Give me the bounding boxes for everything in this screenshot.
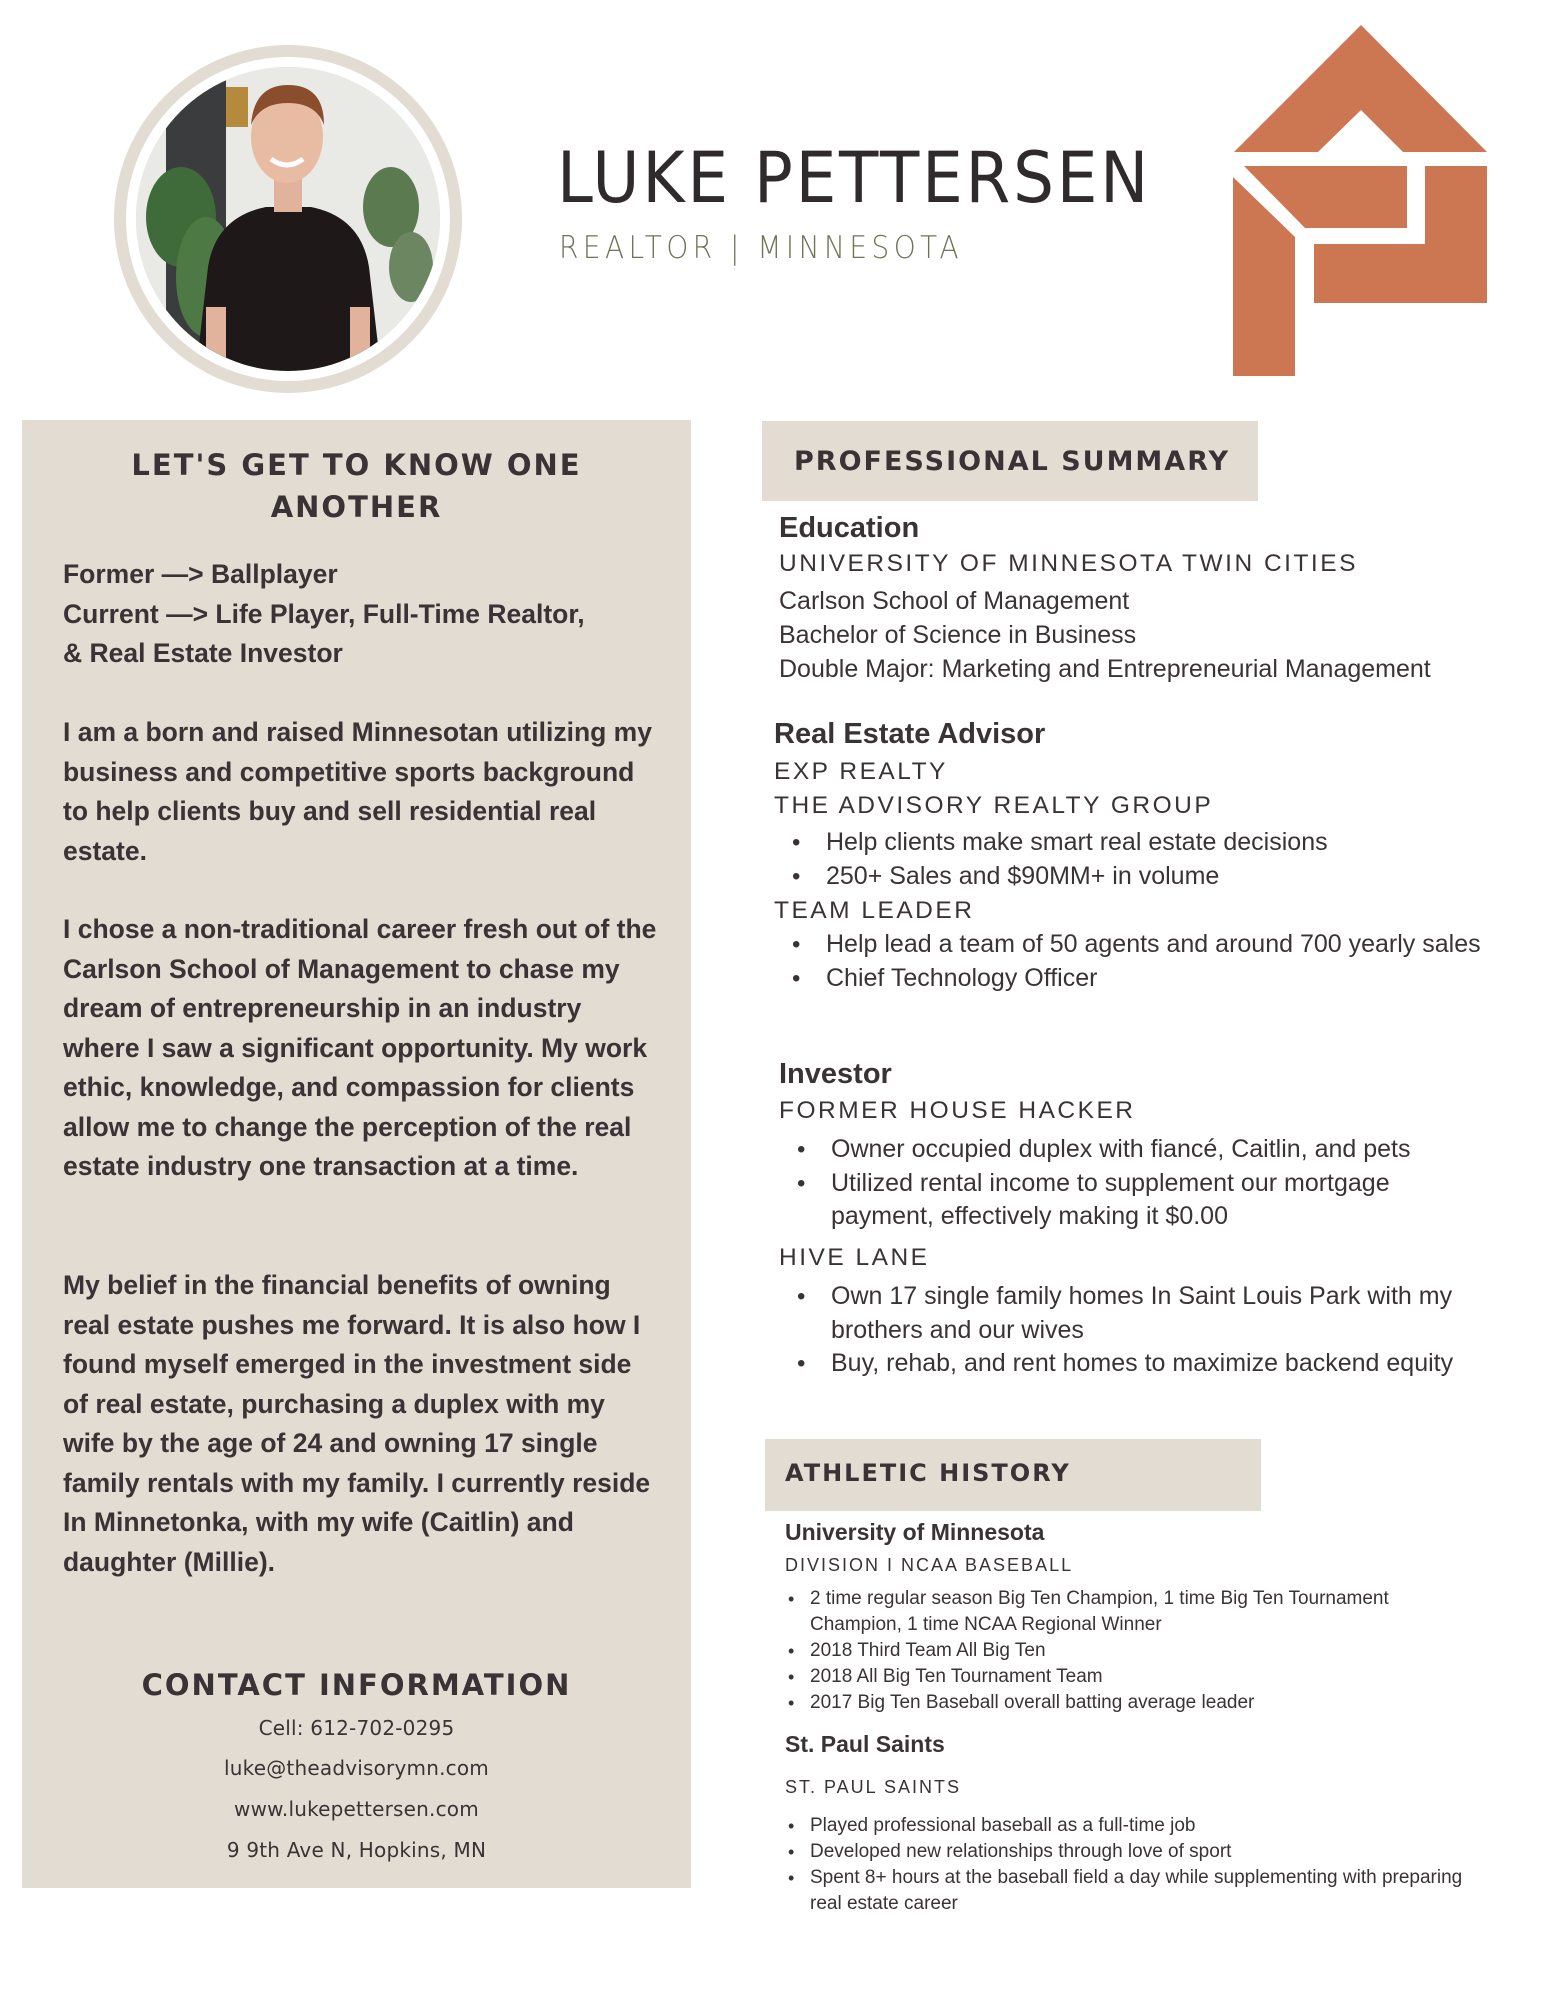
list-item: • Spent 8+ hours at the baseball field a day while supplementing with preparing real estate career: [785, 1865, 1485, 1917]
list-item: • Developed new relationships through love of sport: [785, 1839, 1485, 1865]
list-item: • Help clients make smart real estate decisions: [774, 826, 1514, 860]
contact-heading: CONTACT INFORMATION: [141, 1668, 572, 1702]
list-item: • Own 17 single family homes In Saint Louis Park with my brothers and our wives: [779, 1280, 1524, 1347]
athletic-history-title: ATHLETIC HISTORY: [785, 1459, 1071, 1487]
umn-heading: University of Minnesota: [785, 1519, 1045, 1545]
list-item: • Chief Technology Officer: [774, 962, 1494, 996]
advisor-role-team-leader: TEAM LEADER: [774, 897, 975, 924]
advisor-company-1: EXP REALTY: [774, 758, 948, 785]
realtor-title: REALTOR | MINNESOTA: [559, 230, 964, 266]
saints-bullets: [785, 1813, 1485, 1917]
list-item: • 2018 All Big Ten Tournament Team: [785, 1664, 1485, 1690]
education-line: Bachelor of Science in Business: [779, 621, 1137, 649]
list-item: • Help lead a team of 50 agents and around 700 yearly sales: [774, 928, 1494, 962]
contact-website[interactable]: www.lukepettersen.com: [234, 1797, 479, 1821]
about-heading-line-2: ANOTHER: [270, 490, 443, 524]
investor-role-2: HIVE LANE: [779, 1244, 930, 1271]
investor-bullets-2: [779, 1280, 1524, 1381]
about-paragraph-3: My belief in the financial benefits of owning real estate pushes me forward. It is also how I found myself emerged in the investment side of real estate, purchasing a duplex with my wife by the age of 24 and owning 17 single family rentals with my family. I currently reside In Minnetonka, with my wife (Caitlin) and daughter (Millie).: [63, 1270, 651, 1577]
profile-photo: [136, 67, 440, 371]
list-item: • 250+ Sales and $90MM+ in volume: [774, 860, 1514, 894]
education-line: Double Major: Marketing and Entrepreneurial Management: [779, 655, 1431, 683]
list-item: • Buy, rehab, and rent homes to maximize backend equity: [779, 1347, 1524, 1381]
saints-subheading: ST. PAUL SAINTS: [785, 1777, 962, 1797]
advisor-heading: Real Estate Advisor: [774, 718, 1046, 750]
list-item: • 2017 Big Ten Baseball overall batting average leader: [785, 1690, 1485, 1716]
list-item: • 2 time regular season Big Ten Champion, 1 time Big Ten Tournament Champion, 1 time NCAA Regional Winner: [785, 1586, 1485, 1638]
about-roles: [63, 555, 663, 674]
role-current: Current —> Life Player, Full-Time Realtor,: [63, 598, 585, 629]
list-item: • 2018 Third Team All Big Ten: [785, 1638, 1485, 1664]
logo-roof: [1234, 25, 1487, 152]
list-item: • Utilized rental income to supplement our mortgage payment, effectively making it $0.00: [779, 1167, 1499, 1234]
advisor-company-2: THE ADVISORY REALTY GROUP: [774, 792, 1214, 819]
umn-subheading: DIVISION I NCAA BASEBALL: [785, 1555, 1074, 1575]
house-p-logo-icon: [1220, 15, 1510, 385]
role-current-cont: & Real Estate Investor: [63, 638, 343, 668]
education-line: Carlson School of Management: [779, 587, 1130, 615]
education-school: UNIVERSITY OF MINNESOTA TWIN CITIES: [779, 550, 1358, 577]
list-item: • Owner occupied duplex with fiancé, Caitlin, and pets: [779, 1133, 1499, 1167]
advisor-bullets-1: [774, 826, 1514, 893]
list-item: • Played professional baseball as a full-time job: [785, 1813, 1485, 1839]
contact-email[interactable]: luke@theadvisorymn.com: [224, 1756, 489, 1780]
realtor-name: LUKE PETTERSEN: [557, 137, 1152, 219]
investor-bullets-1: [779, 1133, 1499, 1234]
contact-cell[interactable]: Cell: 612-702-0295: [258, 1716, 455, 1740]
about-paragraph-1: I am a born and raised Minnesotan utilizing my business and competitive sports background to help clients buy and sell residential real estate.: [63, 717, 652, 866]
role-former: Former —> Ballplayer: [63, 559, 338, 589]
about-heading-line-1: LET'S GET TO KNOW ONE: [131, 448, 582, 482]
investor-heading: Investor: [779, 1058, 892, 1090]
saints-heading: St. Paul Saints: [785, 1731, 945, 1757]
investor-role-1: FORMER HOUSE HACKER: [779, 1097, 1136, 1124]
umn-bullets: [785, 1586, 1485, 1716]
about-paragraph-2: I chose a non-traditional career fresh out of the Carlson School of Management to chase my dream of entrepreneurship in an industry where I saw a significant opportunity. My work ethic, knowledge, and compassion for clients allow me to change the perception of the real estate industry one transaction at a time.: [63, 914, 657, 1181]
portrait-illustration: [136, 67, 440, 371]
advisor-bullets-2: [774, 928, 1494, 995]
contact-address: 9 9th Ave N, Hopkins, MN: [226, 1838, 487, 1862]
professional-summary-title: PROFESSIONAL SUMMARY: [794, 446, 1231, 477]
education-heading: Education: [779, 512, 920, 544]
